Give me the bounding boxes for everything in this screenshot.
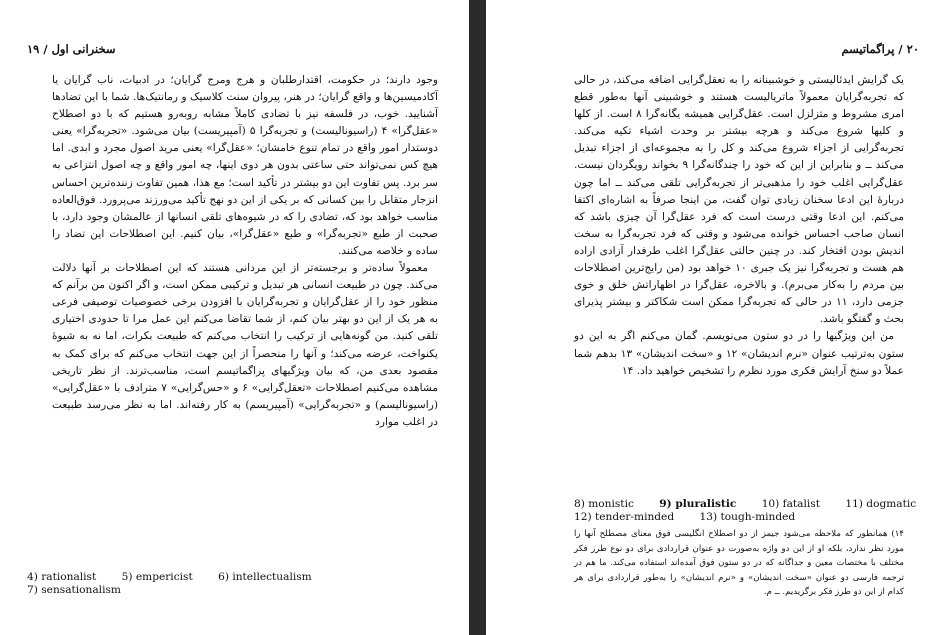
- footnote-10: 10) fatalist: [761, 498, 820, 510]
- right-paragraph-1: یک گرایش ایدئالیستی و خوشبینانه را به تعقل‌گرایی اضافه می‌کند، در حالی که تجربه‌گرایان معمولاً ماتریالیست هستند و خوشبینی آنها به‌طور قطع امری مشروط و متزلزل است. عقل‌گرایی همیشه یگانه‌گرا ۸ است. از کلها و کلیها شروع می‌کند و هرچه بیشتر بر وحدت اشیاء تکیه می‌کند. تجربه‌گرایی از اجزاء شروع می‌کند و کل را به مجموعه‌ای از اجزاء تبدیل می‌کند ــ و بنابراین از این که خود را چندگانه‌گرا ۹ بخواند رویگردان نیست. عقل‌گرایی اغلب خود را مذهبی‌تر از تجربه‌گرایی تلقی می‌کند ــ اما چون دربارهٔ این ادعا سخنان زیادی توان گفت، من اینجا صرفاً به اشاره‌ای اکتفا می‌کنم. این ادعا وقتی درست است که فرد عقل‌گرا آن چیزی باشد که انسان صاحب احساس خوانده می‌شود و وقتی که فرد تجربه‌گرا به سخت اندیش بودن افتخار کند. در چنین حالتی عقل‌گرا اغلب طرفدار آزادی اراده هم هست و تجربه‌گرا نیز یک جبری ۱۰ خواهد بود (من رایج‌ترین اصطلاحات بین مردم را به‌کار می‌برم). و بالاخره، عقل‌گرا در اظهاراتش خلق و خوی جزمی دارد، ۱۱ در حالی که تجربه‌گرا ممکن است شکاکتر و بیشتر پذیرای بحث و گفتگو باشد.: [574, 74, 905, 326]
- footnote-11: 11) dogmatic: [845, 498, 917, 510]
- footnote-14-text: ۱۴) همانطور که ملاحظه می‌شود جیمز از دو اصطلاح انگلیسی فوق معنای مصطلح آنها را مورد نظر ندارد، بلکه او از این دو واژه به‌صورت دو عنوان قراردادی برای دو نوع طرز فکر مختلف با مختصات معین و جداگانه که در دو ستون فوق آمده‌اند استفاده می‌کند. ما هم در ترجمه فارسی دو عنوان «سخت اندیشان» و «نرم اندیشان» را به‌طور قراردادی برای هر کدام از این دو طرز فکر برگزیدیم. ــ م.: [574, 529, 904, 597]
- right-page-body: [574, 72, 904, 380]
- footnote-7: 7) sensationalism: [27, 584, 121, 596]
- footnote-5: 5) empericist: [121, 571, 193, 583]
- left-footnotes-latin: [27, 571, 334, 597]
- footnote-4: 4) rationalist: [27, 571, 97, 583]
- left-page-body: [52, 72, 438, 431]
- footnote-8: 8) monistic: [574, 498, 634, 510]
- right-page: [486, 0, 945, 635]
- footnote-6: 6) intellectualism: [218, 571, 312, 583]
- right-page-header: ۲۰ / پراگماتیسم: [841, 42, 919, 56]
- left-paragraph-2: معمولاً ساده‌تر و برجسته‌تر از این مردانی هستند که این اصطلاحات بر آنها دلالت می‌کند. چون در طبیعت انسانی هر تبدیل و ترکیبی ممکن است، و اگر اکنون من برآنم که منظور خود را از عقل‌گرایان و تجربه‌گرایان با افزودن برخی خصوصیات توصیفی فرعی به هر یک از این دو بهتر بیان کنم، از شما تقاضا می‌کنم این عمل مرا تا حدودی اختیاری تلقی کنید. من گونه‌هایی از ترکیب را انتخاب می‌کنم که طبیعت بکرات، اما نه به شیوهٔ یکنواخت، عرضه می‌کند؛ و آنها را منحصراً از این جهت انتخاب می‌کنم که برای کمک به مقصود بعدی من، که بیان ویژگیهای پراگماتیسم است، مناسب‌ترند. از نظر تاریخی مشاهده می‌کنیم اصطلاحات «تعقل‌گرایی» ۶ و «حس‌گرایی» ۷ مترادف با «عقل‌گرایی» (راسیونالیسم) و «تجربه‌گرایی» (آمپیریسم) به کار رفته‌اند. اما به نظر می‌رسد طبیعت در اغلب موارد: [52, 262, 438, 428]
- right-footnotes-latin: [574, 498, 938, 524]
- left-page: [0, 0, 469, 635]
- left-page-header: سخنرانی اول / ۱۹: [27, 42, 116, 56]
- right-paragraph-2: من این ویژگیها را در دو ستون می‌نویسم. گمان می‌کنم اگر به این دو ستون به‌ترتیب عنوان «نرم اندیشان» ۱۲ و «سخت اندیشان» ۱۳ بدهم شما عملاً دو سنخ آرایش فکری مورد نظرم را تشخیص خواهید داد. ۱۴: [574, 330, 904, 377]
- footnote-13: 13) tough-minded: [699, 511, 796, 523]
- footnote-9: 9) pluralistic: [659, 498, 737, 510]
- footnote-12: 12) tender-minded: [574, 511, 675, 523]
- left-paragraph-1: وجود دارند؛ در حکومت، اقتدارطلبان و هرج ومرج گرایان؛ در ادبیات، ناب گرایان یا آکادمیسین‌ها و واقع گرایان؛ در هنر، پیروان سنت کلاسیک و رمانتیک‌ها. شما با این تضادها آشنایید. خوب، در فلسفه نیز با تضادی کاملاً مشابه روبه‌رو هستیم که با دو اصطلاح «عقل‌گرا» ۴ (راسیونالیست) و تجربه‌گرا ۵ (آمپیریست) بیان می‌شود. «تجربه‌گرا» یعنی دوستدار امور واقع در تمام تنوع خامشان؛ «عقل‌گرا» یعنی مرید اصول مجرد و ابدی. اما هیچ کس نمی‌تواند حتی ساعتی بدون هر دوی اینها، چه امور واقع و چه اصول انتزاعی به سر برد. پس تفاوت این دو بیشتر در تأکید است؛ مع هذا، همین تفاوت زننده‌ترین احساس انزجار متقابل را بین کسانی که بر یکی از این دو نهج تأکید می‌ورزند می‌پرورد. فوق‌العاده مناسب خواهد بود که، تضادی را که در شیوه‌های تلقی انسانها از عالمشان وجود دارد، با صحبت از طبع «تجربه‌گرا» و طبع «عقل‌گرا»، بیان کنیم. این اصطلاحات این تضاد را ساده و خلاصه می‌کنند.: [52, 74, 438, 257]
- book-gutter: [469, 0, 486, 635]
